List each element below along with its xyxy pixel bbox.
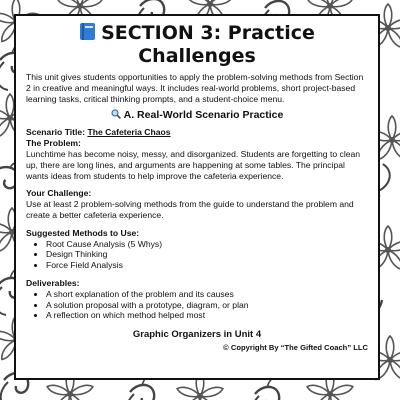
challenge-text: Use at least 2 problem-solving methods from the guide to understand the problem and create a better cafeteria experience. (26, 199, 354, 220)
deliverables-list (26, 289, 368, 321)
list-item: • Design Thinking (46, 249, 368, 260)
scenario-title: The Cafeteria Chaos (87, 127, 171, 138)
content-card (14, 14, 380, 380)
copyright: © Copyright By “The Gifted Coach” LLC (223, 343, 368, 353)
page-title (26, 22, 368, 68)
problem-label: The Problem: (26, 138, 81, 149)
footer-title: Graphic Organizers in Unit 4 (132, 329, 262, 341)
title-line-2: Challenges (138, 45, 256, 67)
list-item: • A reflection on which method helped most (46, 310, 368, 321)
book-icon (79, 22, 96, 41)
methods-label: Suggested Methods to Use: (26, 227, 140, 238)
title-line-1: SECTION 3: Practice (101, 22, 315, 44)
magnifier-icon (111, 109, 121, 119)
section-a-title: A. Real-World Scenario Practice (123, 109, 284, 122)
intro-paragraph: This unit gives students opportunities to apply the problem-solving methods from Section 2 in creative and meaningful ways. It includes real-world problems, short project-based learning tasks, critical thinking prompts, and a student-choice menu. (26, 72, 364, 104)
list-item: • Root Cause Analysis (5 Whys) (46, 239, 368, 250)
deliverables-label: Deliverables: (26, 277, 80, 288)
list-item: • Force Field Analysis (46, 260, 368, 271)
methods-list (26, 239, 368, 271)
problem-text: Lunchtime has become noisy, messy, and disorganized. Students are forgetting to clean up, there are long lines, and arguments are happening at some tables. The principal wants ideas from students to help improve the cafeteria experience. (26, 148, 361, 181)
challenge-label: Your Challenge: (26, 188, 92, 199)
list-item: • A short explanation of the problem and its causes (46, 289, 368, 300)
scenario-label: Scenario Title: (26, 127, 86, 138)
list-item: • A solution proposal with a prototype, diagram, or plan (46, 300, 368, 311)
scenario-line (26, 127, 368, 138)
section-a-heading (26, 109, 368, 121)
